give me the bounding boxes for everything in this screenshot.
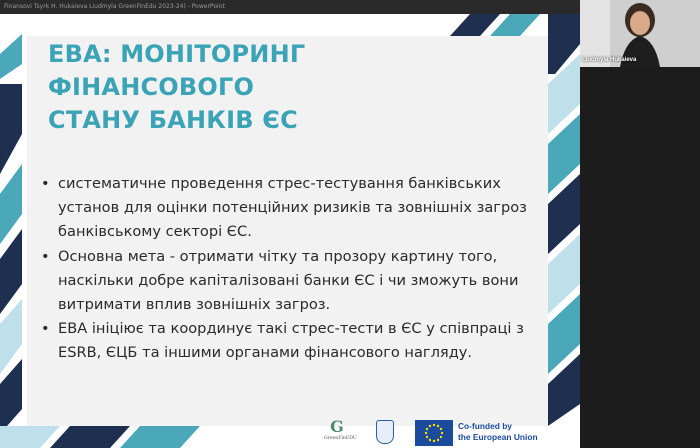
bullet-line: банківському секторі ЄС. bbox=[58, 223, 252, 241]
bullet-line: систематичне проведення стрес-тестування банківських bbox=[58, 175, 501, 192]
bullet-line: установ для оцінки потенційних ризиків та зовнішніх загроз bbox=[58, 199, 527, 217]
bullet-item bbox=[38, 172, 538, 245]
presentation-slide bbox=[0, 14, 580, 448]
bullet-line: наскільки добре капіталізовані банки ЄС і чи зможуть вони bbox=[58, 271, 519, 289]
bullet-item bbox=[38, 245, 538, 318]
participant-name: Liudmyla Hukaieva bbox=[582, 57, 637, 63]
eu-line-2: the European Union bbox=[458, 432, 538, 442]
university-crest-icon bbox=[376, 420, 394, 444]
bullet-dot: • bbox=[41, 175, 50, 192]
bullet-list bbox=[38, 172, 538, 366]
bullet-item bbox=[38, 317, 538, 365]
footer-logos bbox=[300, 418, 580, 448]
bullet-dot: • bbox=[41, 247, 50, 265]
greenfinedu-caption: GreenFinEDU bbox=[324, 436, 357, 441]
eu-cofunded-label bbox=[458, 421, 548, 443]
bullet-line: витримати вплив зовнішніх загроз. bbox=[58, 296, 331, 314]
eu-flag-icon bbox=[415, 420, 453, 446]
bullet-line: Основна мета - отримати чітку та прозору картину того, bbox=[58, 247, 498, 265]
slide-title bbox=[48, 38, 508, 137]
greenfinedu-logo bbox=[324, 417, 357, 448]
bullet-line: ЕВА ініціює та координує такі стрес-тести в ЄС у співпраці з bbox=[58, 320, 524, 338]
slide-title-line-2: СТАНУ БАНКІВ ЄС bbox=[48, 106, 298, 134]
slide-title-line-1: ЕВА: МОНІТОРИНГ ФІНАНСОВОГО bbox=[48, 40, 306, 101]
window-title: Finansovi Tsyrk H. Hukaieva Liudmyla GreenFinEdu 2023-24) - PowerPoint bbox=[4, 3, 225, 10]
greenfinedu-mark: G bbox=[330, 417, 344, 436]
bullet-dot: • bbox=[41, 320, 50, 338]
webcam-video-tile[interactable] bbox=[580, 0, 700, 67]
meeting-side-panel bbox=[580, 67, 700, 448]
bullet-line: ESRB, ЄЦБ та іншими органами фінансового нагляду. bbox=[58, 344, 473, 362]
window-title-bar bbox=[0, 0, 580, 14]
eu-line-1: Co-funded by bbox=[458, 421, 512, 431]
